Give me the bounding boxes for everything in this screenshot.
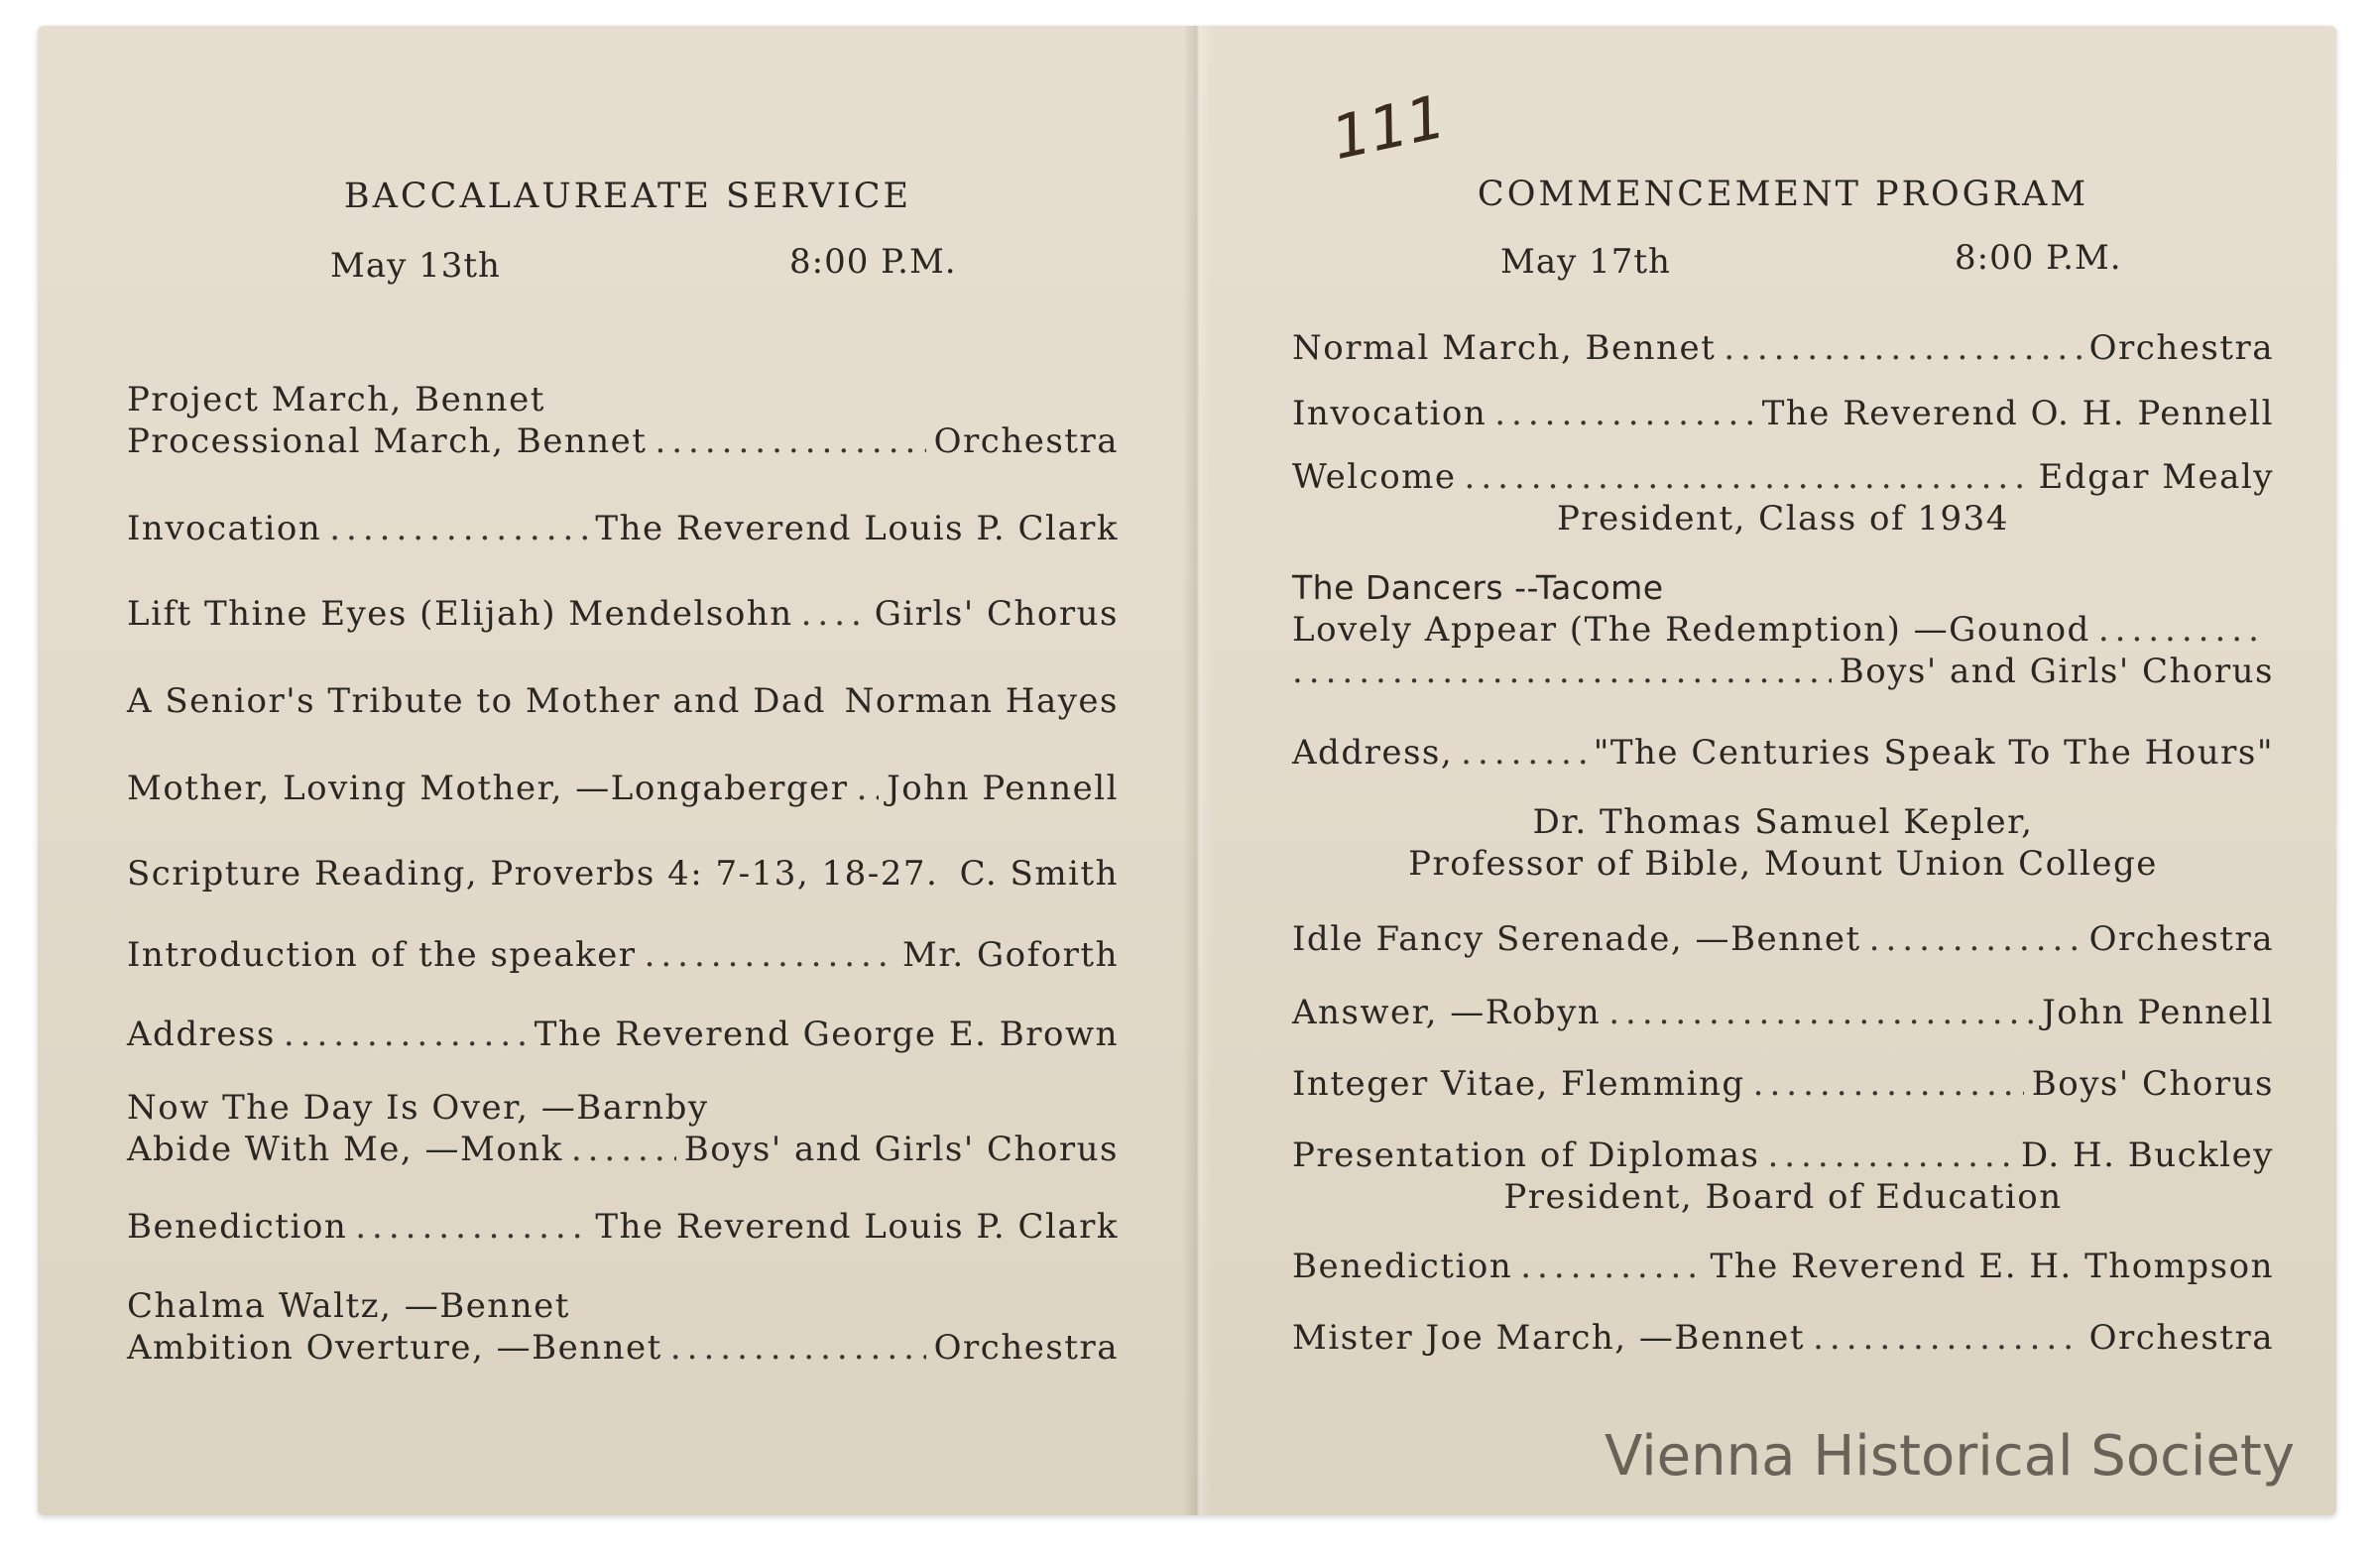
item-title: Processional March, Bennet [127, 421, 648, 461]
list-item [1292, 1317, 2274, 1359]
item-performer: Boys' and Girls' Chorus [683, 1130, 1119, 1169]
item-title: Project March, Bennet [127, 380, 545, 419]
list-item [127, 853, 1119, 895]
item-title: Idle Fancy Serenade, —Bennet [1292, 919, 1861, 959]
baccalaureate-title: BACCALAUREATE SERVICE [343, 177, 912, 216]
leader-dots [1494, 393, 1753, 434]
item-title: Ambition Overture, —Bennet [127, 1328, 662, 1368]
commencement-time: 8:00 P.M. [1955, 238, 2122, 278]
item-performer: Boys' and Girls' Chorus [1839, 652, 2274, 691]
item-performer: Orchestra [2088, 919, 2274, 959]
item-title: Lovely Appear (The Redemption) —Gounod [1292, 610, 2090, 650]
list-item [1292, 1246, 2274, 1287]
leader-dots [834, 680, 837, 722]
leader-dots [329, 508, 587, 549]
item-title: Abide With Me, —Monk [127, 1130, 563, 1169]
leader-dots [654, 420, 925, 462]
program-sheet [38, 26, 2336, 1515]
list-item [127, 1014, 1119, 1055]
item-title: Normal March, Bennet [1292, 328, 1717, 368]
item-performer: Girls' Chorus [874, 594, 1119, 634]
item-title: Scripture Reading, Proverbs 4: 7-13, 18-27. [127, 854, 939, 894]
item-note: President, Class of 1934 [1557, 499, 2009, 538]
leader-dots [1813, 1317, 2082, 1359]
watermark: Vienna Historical Society [1605, 1424, 2296, 1489]
item-performer: Mr. Goforth [902, 935, 1119, 975]
leader-dots [355, 1206, 587, 1248]
item-performer: Norman Hayes [844, 681, 1119, 721]
list-item [1292, 567, 2274, 692]
leader-dots [1292, 651, 1832, 692]
list-item [1292, 732, 2274, 885]
item-title: Benediction [127, 1207, 348, 1247]
leader-dots [1724, 327, 2081, 369]
list-item [1292, 393, 2274, 434]
item-title: Invocation [1292, 394, 1488, 433]
item-title: Presentation of Diplomas [1292, 1136, 1760, 1175]
list-item [127, 379, 1119, 462]
leader-dots [1608, 992, 2034, 1033]
item-title: Benediction [1292, 1247, 1513, 1286]
list-item [127, 593, 1119, 635]
item-title: Mister Joe March, —Bennet [1292, 1318, 1806, 1358]
item-title: The Dancers --Tacome [1292, 568, 1664, 607]
leader-dots [2098, 609, 2266, 651]
leader-dots [1520, 1246, 1702, 1287]
leader-dots [1767, 1135, 2012, 1176]
item-performer: The Reverend Louis P. Clark [595, 509, 1119, 548]
list-item [127, 508, 1119, 549]
leader-dots [1465, 456, 2031, 498]
list-item [127, 680, 1119, 722]
baccalaureate-date: May 13th [330, 246, 501, 286]
speaker-name: Dr. Thomas Samuel Kepler, [1532, 802, 2034, 842]
list-item [1292, 918, 2274, 960]
item-title: Now The Day Is Over, —Barnby [127, 1088, 709, 1128]
item-performer: Edgar Mealy [2038, 457, 2274, 497]
leader-dots [670, 1327, 926, 1369]
list-item [127, 1285, 1119, 1369]
item-title: A Senior's Tribute to Mother and Dad [127, 681, 826, 721]
commencement-date: May 17th [1500, 242, 1671, 282]
list-item [127, 1087, 1119, 1170]
baccalaureate-time: 8:00 P.M. [789, 242, 957, 282]
item-performer: The Reverend George E. Brown [534, 1015, 1119, 1054]
commencement-title: COMMENCEMENT PROGRAM [1477, 175, 2089, 214]
leader-dots [1869, 918, 2082, 960]
list-item [127, 934, 1119, 976]
item-title: Welcome [1292, 457, 1457, 497]
list-item [127, 1206, 1119, 1248]
leader-dots [645, 934, 894, 976]
item-performer: John Pennell [887, 769, 1119, 808]
item-title: Answer, —Robyn [1292, 993, 1602, 1032]
item-performer: Orchestra [2088, 328, 2274, 368]
item-title: Chalma Waltz, —Bennet [127, 1286, 570, 1326]
item-performer: The Reverend O. H. Pennell [1761, 394, 2274, 433]
item-title: Invocation [127, 509, 322, 548]
item-performer: Boys' Chorus [2031, 1064, 2274, 1104]
item-title: Introduction of the speaker [127, 935, 637, 975]
speaker-title: Professor of Bible, Mount Union College [1408, 844, 2158, 884]
item-performer: The Reverend E. H. Thompson [1710, 1247, 2274, 1286]
leader-dots [1753, 1063, 2024, 1105]
item-note: President, Board of Education [1503, 1177, 2063, 1217]
item-performer: C. Smith [959, 854, 1119, 894]
handwritten-annotation: 111 [1325, 81, 1452, 175]
list-item [127, 768, 1119, 809]
item-performer: The Reverend Louis P. Clark [595, 1207, 1119, 1247]
center-fold [1183, 26, 1213, 1515]
list-item [1292, 1135, 2274, 1218]
item-performer: John Pennell [2042, 993, 2274, 1032]
item-performer: "The Centuries Speak To The Hours" [1593, 733, 2274, 773]
item-title: Mother, Loving Mother, —Longaberger [127, 769, 849, 808]
item-performer: Orchestra [933, 1328, 1119, 1368]
item-title: Address, [1292, 733, 1454, 773]
item-performer: Orchestra [2088, 1318, 2274, 1358]
list-item [1292, 1063, 2274, 1105]
list-item [1292, 327, 2274, 369]
leader-dots [284, 1014, 527, 1055]
leader-dots [857, 768, 880, 809]
leader-dots [801, 593, 867, 635]
item-performer: Orchestra [933, 421, 1119, 461]
item-title: Integer Vitae, Flemming [1292, 1064, 1745, 1104]
item-title: Lift Thine Eyes (Elijah) Mendelsohn [127, 594, 793, 634]
item-performer: D. H. Buckley [2020, 1136, 2274, 1175]
list-item [1292, 456, 2274, 539]
leader-dots [1461, 732, 1586, 774]
list-item [1292, 992, 2274, 1033]
item-title: Address [127, 1015, 276, 1054]
leader-dots [571, 1129, 676, 1170]
